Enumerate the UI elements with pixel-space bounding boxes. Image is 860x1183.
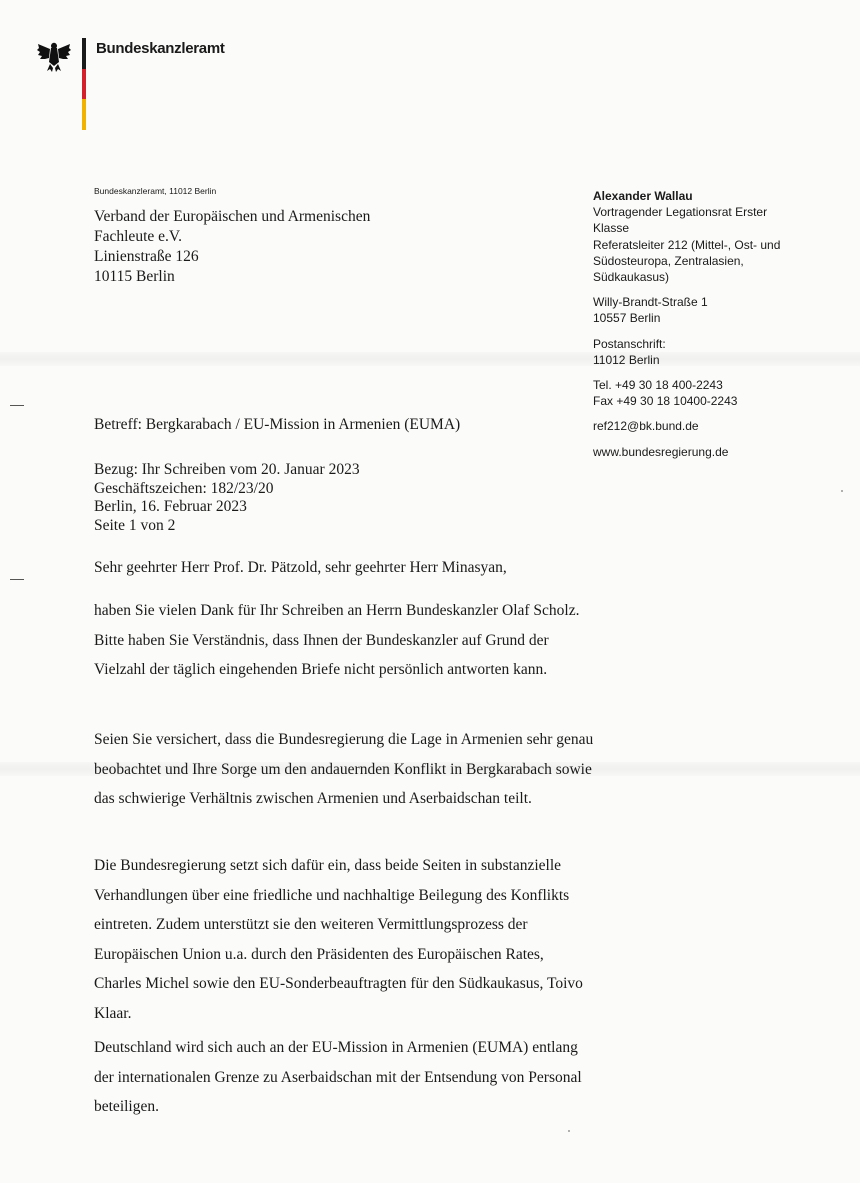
website-link[interactable]: www.bundesregierung.de	[593, 444, 729, 459]
sender-identity	[593, 188, 813, 285]
recipient-line: Verband der Europäischen und Armenischen	[94, 208, 371, 225]
fold-mark	[10, 579, 24, 580]
reference-block	[94, 461, 360, 535]
sender-title: Klasse	[593, 221, 630, 236]
flag-red	[82, 69, 86, 100]
phone-number: Tel. +49 30 18 400-2243	[593, 378, 723, 393]
flag-stripe	[82, 38, 86, 130]
recipient-line: 10115 Berlin	[94, 268, 175, 285]
sender-city: 10557 Berlin	[593, 311, 661, 326]
sender-department: Südkaukasus)	[593, 270, 670, 285]
scan-speck	[841, 490, 843, 492]
fax-number: Fax +49 30 18 10400-2243	[593, 394, 738, 409]
sender-name: Alexander Wallau	[593, 189, 693, 203]
postal-city: 11012 Berlin	[593, 352, 660, 367]
sender-street-address	[593, 294, 813, 326]
sender-title: Vortragender Legationsrat Erster	[593, 205, 768, 220]
federal-eagle-icon	[36, 38, 72, 74]
phone-block	[593, 377, 813, 409]
postal-label: Postanschrift:	[593, 336, 666, 351]
file-number: Geschäftszeichen: 182/23/20	[94, 479, 274, 497]
return-address: Bundeskanzleramt, 11012 Berlin	[94, 186, 217, 196]
reference-line: Bezug: Ihr Schreiben vom 20. Januar 2023	[94, 461, 360, 478]
email-address[interactable]: ref212@bk.bund.de	[593, 419, 699, 434]
recipient-address	[94, 207, 370, 287]
sender-department: Südosteuropa, Zentralasien,	[593, 253, 744, 268]
recipient-line: Linienstraße 126	[94, 248, 199, 265]
fold-mark	[10, 405, 24, 406]
subject-line: Betreff: Bergkarabach / EU-Mission in Armenien (EUMA)	[94, 416, 461, 433]
body-paragraph: Deutschland wird sich auch an der EU-Mission in Armenien (EUMA) entlang der internationalen Grenze zu Aserbaidschan mit der Entsendung von Personal beteiligen.	[94, 1039, 582, 1115]
sender-details	[593, 188, 813, 469]
page-number: Seite 1 von 2	[94, 516, 176, 534]
body-paragraph: Seien Sie versichert, dass die Bundesregierung die Lage in Armenien sehr genau beobachtet und Ihre Sorge um den andauernden Konflikt in Bergkarabach sowie das schwierige Verhältnis zwischen Armenien und Aserbaidschan teilt.	[94, 731, 594, 807]
sender-street: Willy-Brandt-Straße 1	[593, 295, 708, 310]
salutation: Sehr geehrter Herr Prof. Dr. Pätzold, sehr geehrter Herr Minasyan,	[94, 559, 507, 576]
postal-address	[593, 336, 813, 368]
letterhead-brand: Bundeskanzleramt	[96, 40, 225, 57]
body-paragraph: haben Sie vielen Dank für Ihr Schreiben an Herrn Bundeskanzler Olaf Scholz. Bitte haben Sie Verständnis, dass Ihnen der Bundeskanzler auf Grund der Vielzahl der täglich eingehenden Briefe nicht persönlich antworten kann.	[94, 602, 580, 678]
letter-date: Berlin, 16. Februar 2023	[94, 498, 247, 515]
flag-black	[82, 38, 86, 69]
sender-department: Referatsleiter 212 (Mittel-, Ost- und	[593, 237, 781, 252]
recipient-line: Fachleute e.V.	[94, 228, 182, 245]
scan-speck	[568, 1130, 570, 1132]
body-paragraph: Die Bundesregierung setzt sich dafür ein, dass beide Seiten in substanzielle Verhandlungen über eine friedliche und nachhaltige Beilegung des Konflikts eintreten. Zudem unterstützt sie den weiteren Vermittlungsprozess der Europäischen Union u.a. durch den Präsidenten des Europäischen Rates, Charles Michel sowie den EU-Sonderbeauftragten für den Südkaukasus, Toivo Klaar.	[94, 857, 583, 1022]
flag-gold	[82, 99, 86, 130]
